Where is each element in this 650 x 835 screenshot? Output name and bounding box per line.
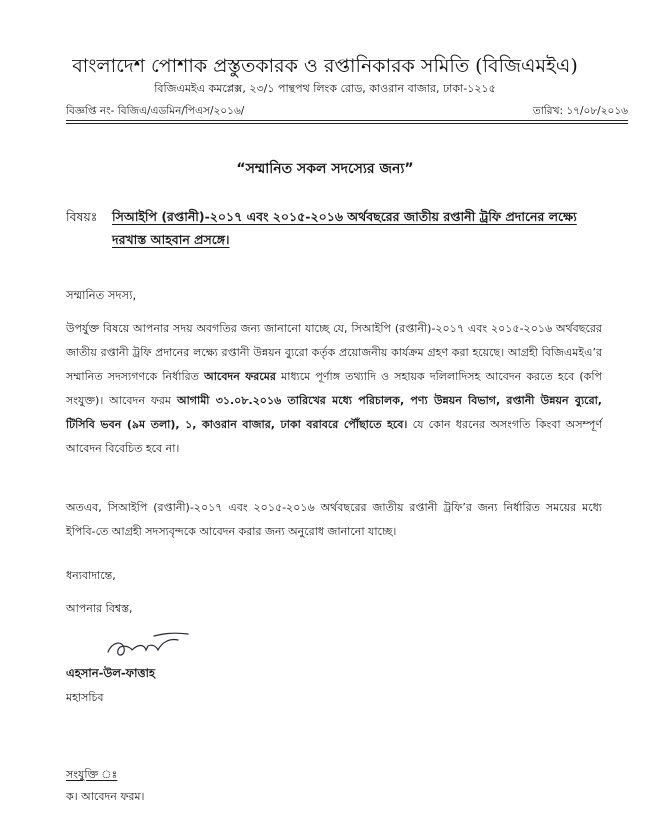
closing-phrase: ধন্যবাদান্তে, bbox=[66, 569, 116, 582]
body-paragraph-1 bbox=[66, 317, 602, 461]
handwritten-signature bbox=[102, 626, 194, 664]
header-divider-double bbox=[66, 123, 628, 124]
paragraph-1-text-b: মাধ্যমে পূর্ণাঙ্গ তথ্যাদি ও সহায়ক দলিলাদিসহ আবেদন করতে হবে (কপি সংযুক্ত)। আবেদন ফরম bbox=[66, 370, 602, 407]
signer-designation: মহাসচিব bbox=[66, 691, 104, 704]
subject-text: সিআইপি (রপ্তানী)-২০১৭ এবং ২০১৫-২০১৬ অর্থবছরের জাতীয় রপ্তানী ট্রফি প্রদানের লক্ষ্যে দরখাস্ত আহবান প্রসঙ্গে। bbox=[112, 209, 577, 247]
organization-address: বিজিএমইএ কমপ্লেক্স, ২৩/১ পান্থপথ লিংক রোড, কাওরান বাজার, ঢাকা-১২১৫ bbox=[154, 82, 496, 95]
subject-label: বিষয়ঃ bbox=[66, 209, 98, 224]
body-paragraph-2: অতএব, সিআইপি (রপ্তানী)-২০১৭ এবং ২০১৫-২০১৬ অর্থবছরের জাতীয় রপ্তানী ট্রফি’র জন্য নির্ধারিত সময়ের মধ্যে ইপিবি-তে আগ্রহী সদস্যবৃন্দকে আবেদন করার জন্য অনুরোধ জানানো যাচ্ছে। bbox=[66, 501, 602, 538]
paragraph-1-bold-b: আগামী ৩১.০৮.২০১৬ তারিখের মধ্যে পরিচালক, পণ্য উন্নয়ন বিভাগ, রপ্তানী উন্নয়ন ব্যুরো, টিসিবি ভবন (৯ম তলা), ১, কাওরান বাজার, ঢাকা বরাবরে পৌঁছাতে হবে। bbox=[66, 394, 602, 431]
memo-date: তারিখ: ১৭/০৮/২০১৬ bbox=[532, 105, 628, 117]
paragraph-1-bold-a: আবেদন ফরমের bbox=[204, 370, 276, 383]
enclosure-item: ক। আবেদন ফরম। bbox=[66, 790, 145, 803]
signer-name: এহসান-উল-ফাত্তাহ bbox=[66, 666, 155, 680]
paragraph-1-text-a: উপর্যুক্ত বিষয়ে আপনার সদয় অবগতির জন্য জানানো যাচ্ছে যে, সিআইপি (রপ্তানী)-২০১৭ এবং ২০১৫-২০১৬ অর্থবছরের জাতীয় রপ্তানী ট্রফি প্রদানের লক্ষ্যে রপ্তানী উন্নয়ন ব্যুরো কর্তৃক প্রয়োজনীয় কার্যক্রম গ্রহণ করা হয়েছে। আগ্রহী বিজিএমইএ’র সম্মানিত সদস্যগণকে নির্ধারিত bbox=[66, 322, 602, 383]
organization-name: বাংলাদেশ পোশাক প্রস্তুতকারক ও রপ্তানিকারক সমিতি (বিজিএমইএ) bbox=[72, 55, 578, 77]
valediction: আপনার বিশ্বস্ত, bbox=[66, 602, 133, 615]
memo-number: বিজ্ঞপ্তি নং- বিজিএ/এডমিন/পিএস/২০১৬/ bbox=[66, 105, 245, 117]
salutation: সম্মানিত সদস্য, bbox=[66, 288, 137, 302]
memo-reference-line bbox=[66, 103, 628, 119]
enclosure-label: সংযুক্তি ঃ bbox=[66, 768, 118, 781]
header-divider bbox=[66, 120, 628, 121]
paragraph-1-text-c: যে কোন ধরনের অসংগতি কিংবা অসম্পূর্ণ আবেদন বিবেচিত হবে না। bbox=[66, 418, 602, 455]
addressee-heading: “সম্মানিত সকল সদস্যের জন্য” bbox=[236, 161, 414, 177]
